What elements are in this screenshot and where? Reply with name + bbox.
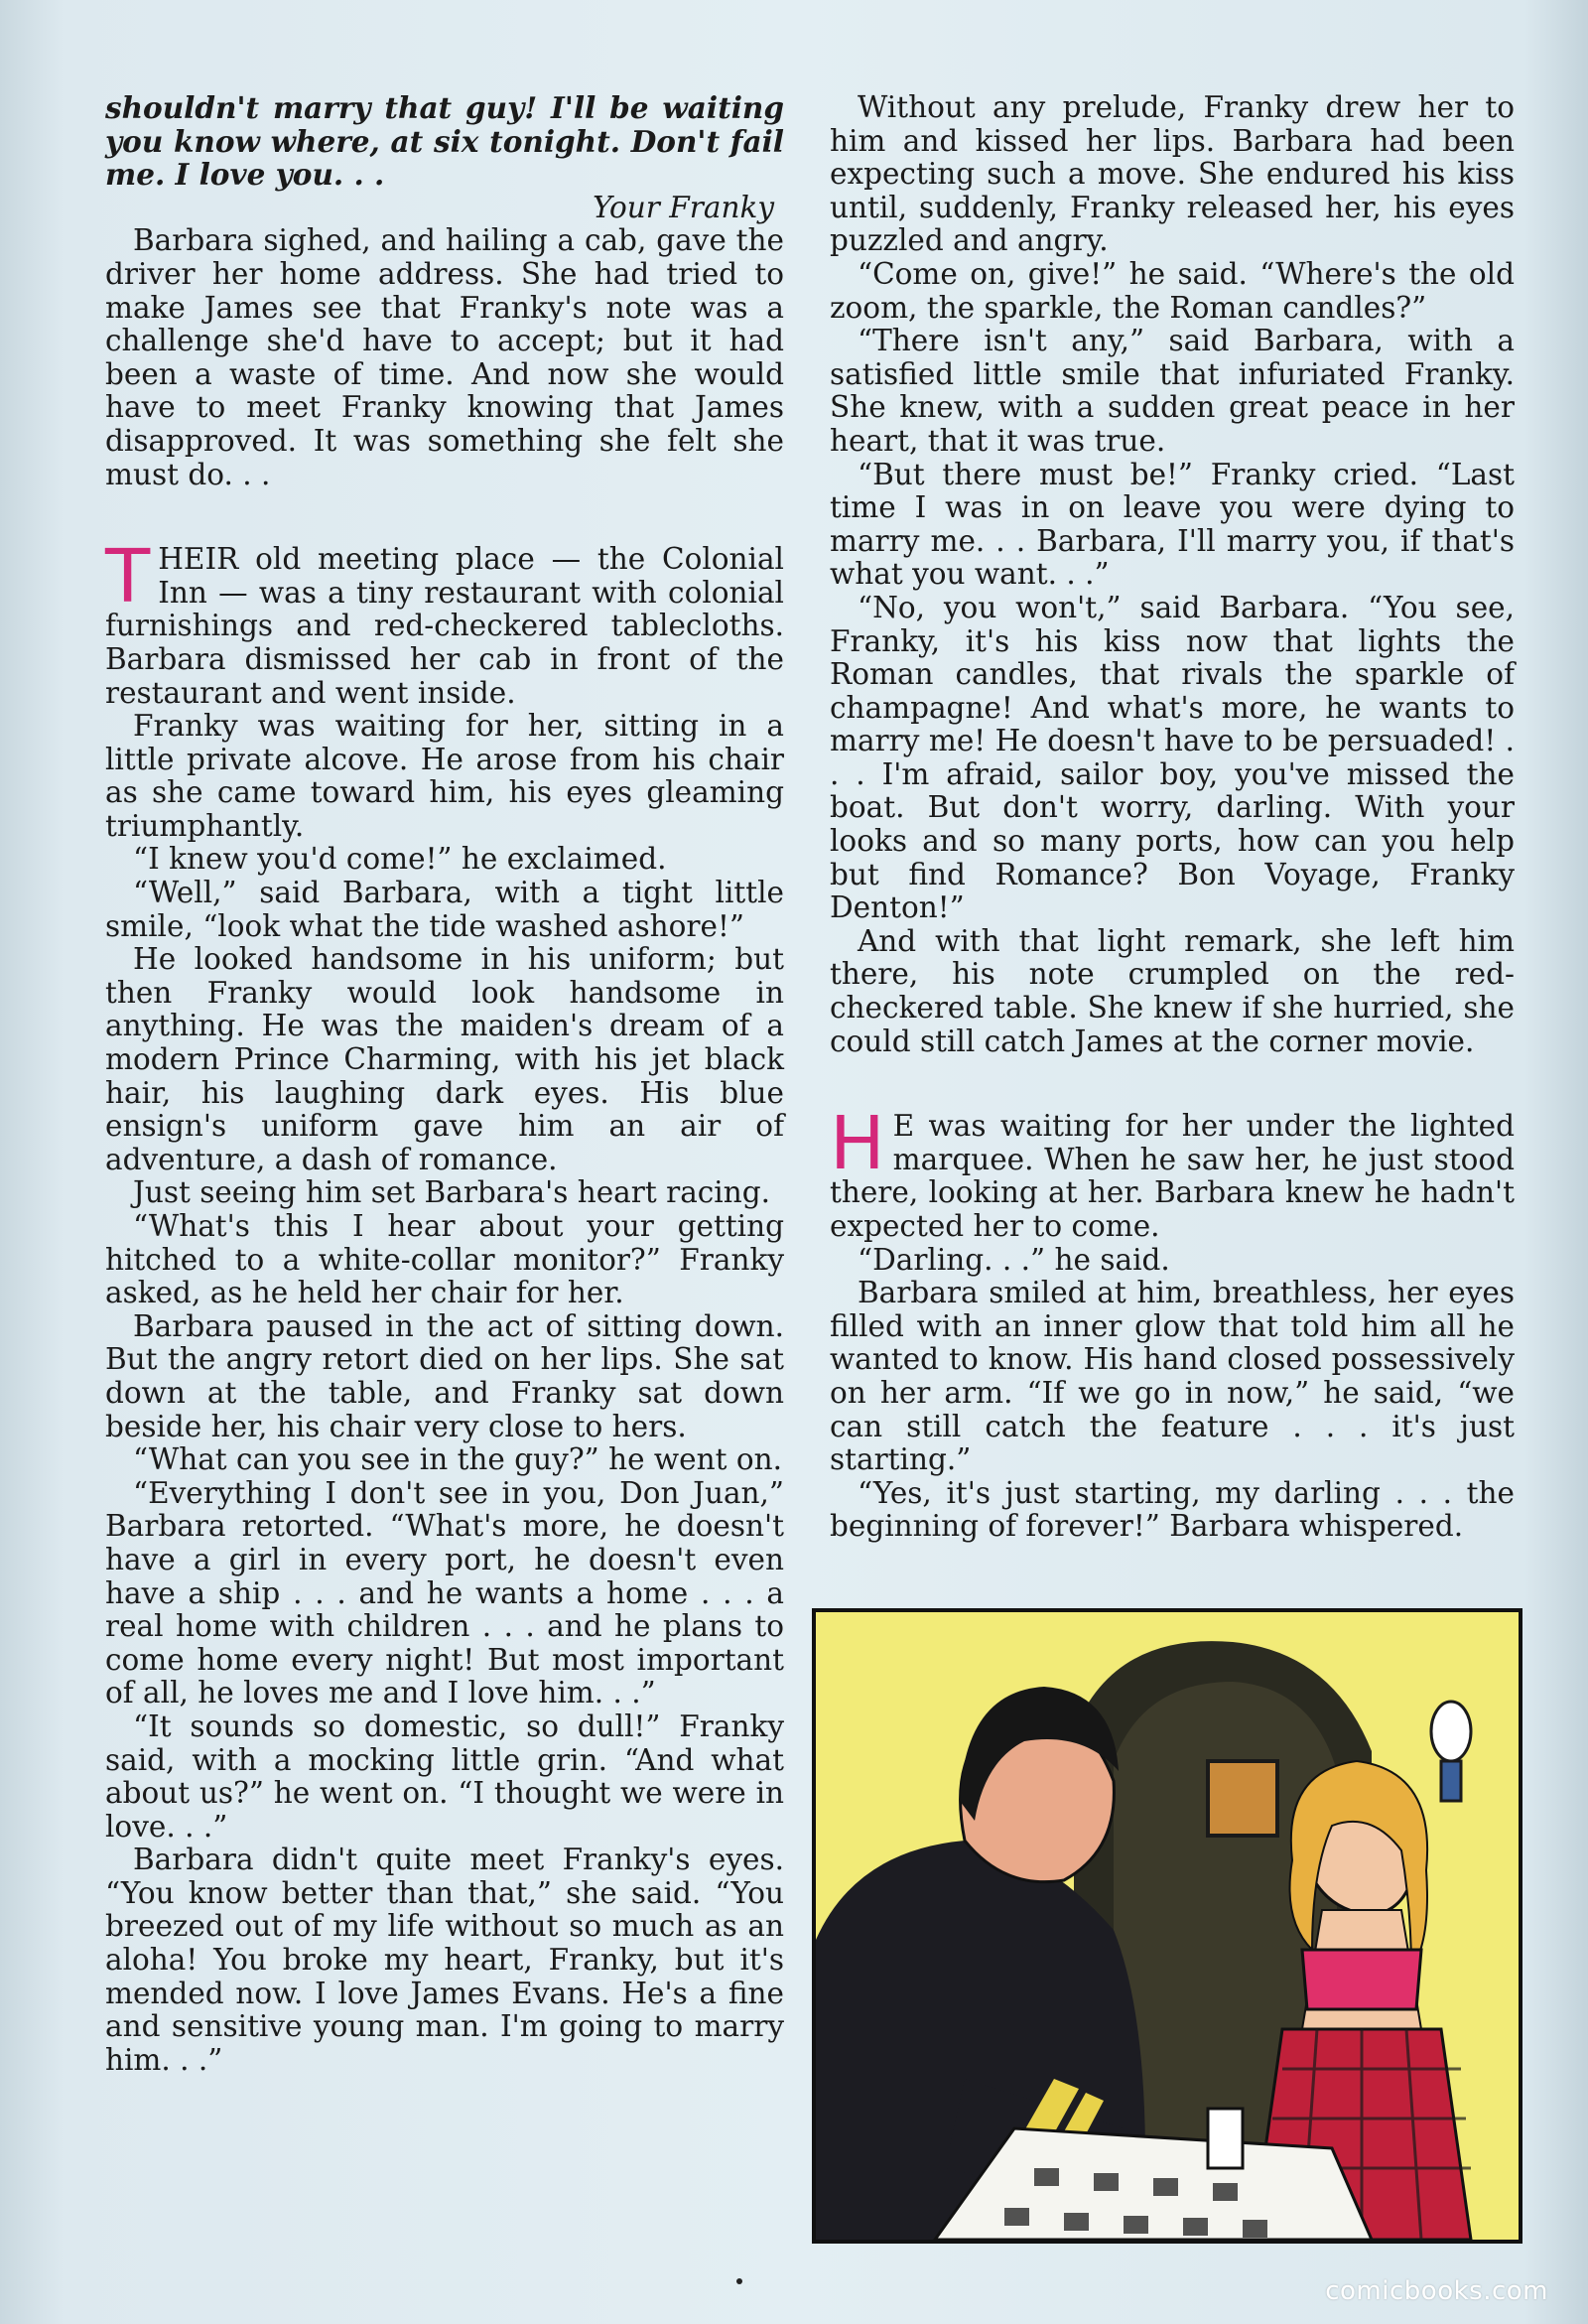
paragraph: “I knew you'd come!” he exclaimed.: [133, 842, 667, 877]
paragraph: “What can you see in the guy?” he went on.: [133, 1442, 782, 1477]
paragraph: “It sounds so domestic, so dull!” Franky said, with a mocking little grin. “And what about us?” he went on. “I thought we were in love. . .”: [105, 1709, 784, 1844]
paragraph: He looked handsome in his uniform; but then Franky would look handsome in anything. He was the maiden's dream of a modern Prince Charming, with his jet black hair, his laughing dark eyes. His blue ensign's uniform gave him an air of adventure, a dash of romance.: [105, 942, 784, 1176]
paragraph: “Darling. . .” he said.: [858, 1242, 1170, 1277]
letter-signature: Your Franky: [593, 190, 774, 224]
drop-cap: T: [105, 534, 151, 620]
paragraph: Barbara paused in the act of sitting down. But the angry retort died on her lips. She sat down at the table, and Franky sat down beside her, his chair very close to hers.: [105, 1308, 784, 1443]
section-opening-paragraph: [830, 1101, 1515, 1243]
paragraph: “Everything I don't see in you, Don Juan,” Barbara retorted. “What's more, he doesn't have a girl in every port, he doesn't even have a ship . . . and he wants a home . . . a real home with children . . . and he plans to come home every night! But most important of all, he loves me and I love him. . .”: [105, 1475, 784, 1710]
paragraph: “Come on, give!” he said. “Where's the old zoom, the sparkle, the Roman candles?”: [830, 256, 1515, 325]
right-text-column: [830, 91, 1515, 1544]
paragraph: “There isn't any,” said Barbara, with a satisfied little smile that infuriated Franky. She knew, with a sudden great peace in her heart, that it was true.: [830, 324, 1515, 458]
paragraph: And with that light remark, she left him there, his note crumpled on the red-checkered table. She knew if she hurried, she could still catch James at the corner movie.: [830, 923, 1515, 1058]
paragraph: “What's this I hear about your getting hitched to a white-collar monitor?” Franky asked, as he held her chair for her.: [105, 1209, 784, 1310]
left-text-column: [105, 91, 784, 2077]
paragraph: “No, you won't,” said Barbara. “You see, Franky, it's his kiss now that lights the Roman candles, that rivals the sparkle of champagne! And what's more, he wants to marry me! He doesn't have to be persuaded! . . . I'm afraid, sailor boy, you've missed the boat. But don't worry, darling. With your looks and so many ports, how can you help but find Romance? Bon Voyage, Franky Denton!”: [830, 590, 1515, 925]
site-watermark: comicbooks.com: [1325, 2276, 1548, 2306]
paragraph: Barbara sighed, and hailing a cab, gave the driver her home address. She had tried to make James see that Franky's note was a challenge she'd have to accept; but it had been a waste of time. And now she would have to meet Franky knowing that James disapproved. It was something she felt she must do. . .: [105, 223, 784, 491]
section-break: [105, 491, 784, 543]
paragraph: “Yes, it's just starting, my darling . . . the beginning of forever!” Barbara whispered.: [830, 1475, 1515, 1544]
paragraph: Barbara didn't quite meet Franky's eyes. “You know better than that,” she said. “You breezed out of my life without so much as an aloha! You broke my heart, Franky, but it's mended now. I love James Evans. He's a fine and sensitive young man. I'm going to marry him. . .”: [105, 1843, 784, 2077]
section-opening-text: E was waiting for her under the lighted marquee. When he saw her, he just stood there, looking at her. Barbara knew he hadn't expected her to come.: [830, 1109, 1515, 1243]
paragraph: “Well,” said Barbara, with a tight little smile, “look what the tide washed ashore!”: [105, 876, 784, 943]
section-opening-text: HEIR old meeting place — the Colonial Inn — was a tiny restaurant with colonial furnishings and red-checkered tablecloths. Barbara dismissed her cab in front of the restaurant and went inside.: [105, 542, 784, 710]
comic-panel-illustration: [812, 1608, 1522, 2244]
drop-cap: H: [830, 1101, 885, 1187]
paragraph: “But there must be!” Franky cried. “Last time I was in on leave you were dying to marry me. . . Barbara, I'll marry you, if that's what you want. . .”: [830, 457, 1515, 592]
paragraph: Just seeing him set Barbara's heart racing.: [133, 1175, 770, 1210]
section-break: [830, 1058, 1515, 1110]
paragraph: Barbara smiled at him, breathless, her eyes filled with an inner glow that told him all he wanted to know. His hand closed possessively on her arm. “If we go in now,” he said, “we can still catch the feature . . . it's just starting.”: [830, 1276, 1515, 1477]
letter-text: shouldn't marry that guy! I'll be waiting you know where, at six tonight. Don't fail me. I love you. . .: [105, 90, 784, 193]
paragraph: Franky was waiting for her, sitting in a little private alcove. He arose from his chair as she came toward him, his eyes gleaming triumphantly.: [105, 709, 784, 843]
comic-panel-couple-illustration-icon: [816, 1612, 1519, 2240]
paragraph: Without any prelude, Franky drew her to him and kissed her lips. Barbara had been expecting such a move. She endured his kiss until, suddenly, Franky released her, his eyes puzzled and angry.: [830, 90, 1515, 258]
page-dot: [736, 2278, 742, 2284]
section-opening-paragraph: [105, 534, 784, 710]
